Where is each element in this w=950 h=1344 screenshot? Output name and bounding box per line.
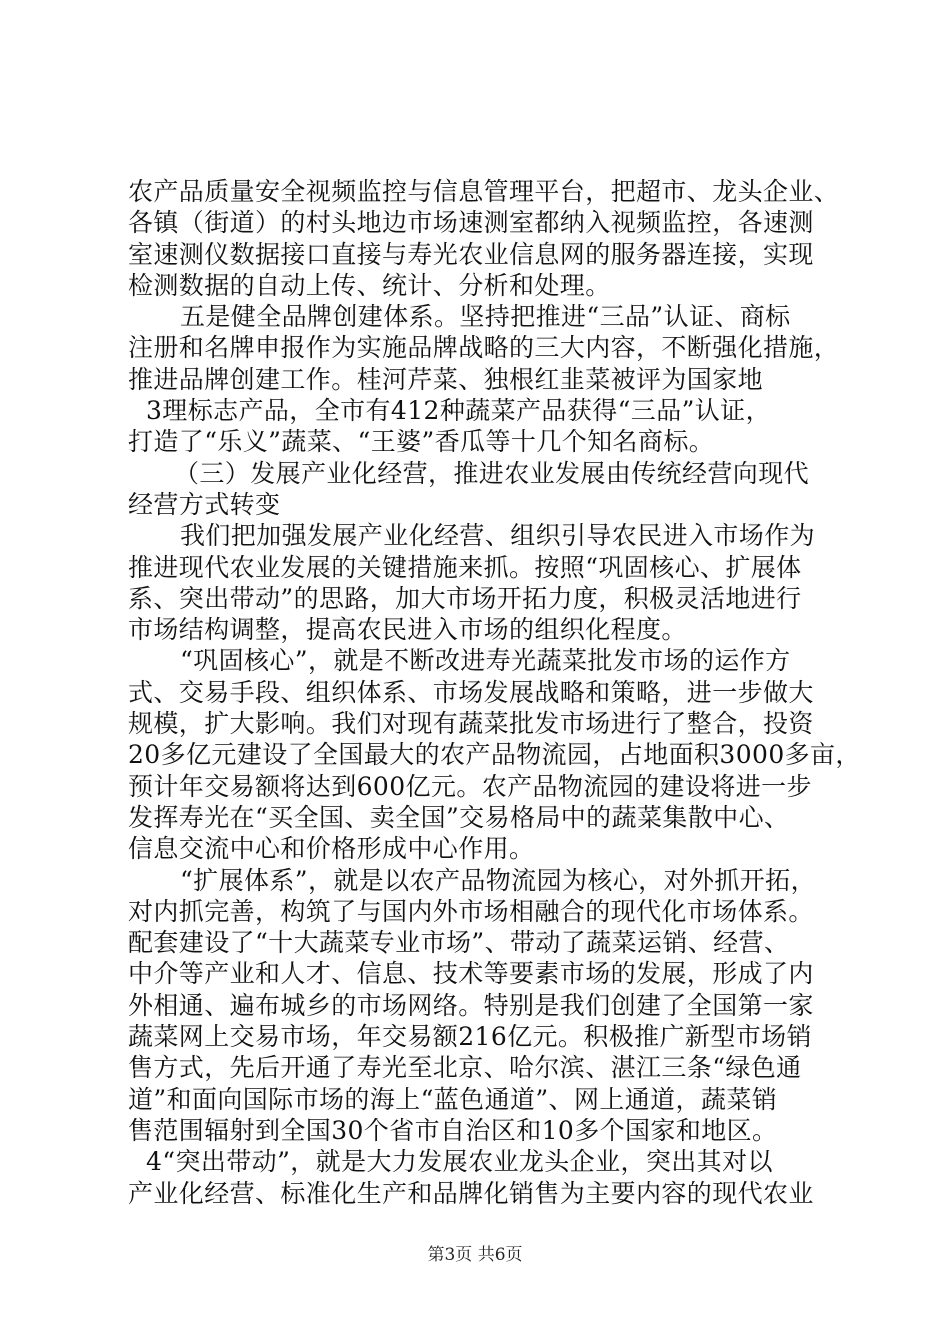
- text-line: 预计年交易额将达到600亿元。农产品物流园的建设将进一步: [128, 771, 812, 801]
- paragraph: [128, 458, 828, 521]
- text-line: 农产品质量安全视频监控与信息管理平台，把超市、龙头企业、: [128, 177, 840, 206]
- text-line: 推进现代农业发展的关键措施来抓。按照“巩固核心、扩展体: [128, 552, 802, 582]
- text-line: 各镇（街道）的村头地边市场速测室都纳入视频监控，各速测: [128, 208, 814, 238]
- text-line: 产业化经营、标准化生产和品牌化销售为主要内容的现代农业: [128, 1178, 814, 1208]
- text-line: （三）发展产业化经营，推进农业发展由传统经营向现代: [174, 458, 810, 488]
- text-line: 注册和名牌申报作为实施品牌战略的三大内容，不断强化措施，: [128, 333, 840, 363]
- paragraph: [128, 1146, 828, 1209]
- text-line: 蔬菜网上交易市场，年交易额216亿元。积极推广新型市场销: [128, 1022, 812, 1052]
- document-body: [128, 176, 861, 1209]
- text-line: 经营方式转变: [128, 489, 281, 519]
- text-line: 五是健全品牌创建体系。坚持把推进“三品”认证、商标: [180, 302, 791, 332]
- paragraph: [128, 520, 828, 645]
- text-line: 我们把加强发展产业化经营、组织引导农民进入市场作为: [180, 521, 816, 551]
- paragraph: [128, 301, 840, 395]
- text-line: 检测数据的自动上传、统计、分析和处理。: [128, 270, 611, 300]
- page-footer: 第3页 共6页: [427, 1245, 523, 1265]
- text-line: 中介等产业和人才、信息、技术等要素市场的发展，形成了内: [128, 959, 814, 989]
- paragraph: [128, 176, 840, 301]
- text-line: “巩固核心”，就是不断改进寿光蔬菜批发市场的运作方: [180, 646, 791, 676]
- text-line: 20多亿元建设了全国最大的农产品物流园，占地面积3000多亩，: [128, 740, 861, 770]
- text-line: 室速测仪数据接口直接与寿光农业信息网的服务器连接，实现: [128, 239, 814, 269]
- text-line: 打造了“乐义”蔬菜、“王婆”香瓜等十几个知名商标。: [128, 427, 715, 457]
- text-line: 对内抓完善，构筑了与国内外市场相融合的现代化市场体系。: [128, 896, 814, 926]
- text-line: 发挥寿光在“买全国、卖全国”交易格局中的蔬菜集散中心、: [128, 802, 790, 832]
- text-line: 售方式，先后开通了寿光至北京、哈尔滨、湛江三条“绿色通: [128, 1053, 802, 1083]
- paragraph: [128, 395, 828, 458]
- text-line: 推进品牌创建工作。桂河芹菜、独根红韭菜被评为国家地: [128, 364, 764, 394]
- text-line: 系、突出带动”的思路，加大市场开拓力度，积极灵活地进行: [128, 583, 802, 613]
- text-line: 外相通、遍布城乡的市场网络。特别是我们创建了全国第一家: [128, 990, 814, 1020]
- text-line: 售范围辐射到全国30个省市自治区和10多个国家和地区。: [128, 1115, 778, 1145]
- text-line: 式、交易手段、组织体系、市场发展战略和策略，进一步做大: [128, 677, 814, 707]
- text-line: 信息交流中心和价格形成中心作用。: [128, 834, 535, 864]
- text-line: 规模，扩大影响。我们对现有蔬菜批发市场进行了整合，投资: [128, 709, 814, 739]
- text-line: 市场结构调整，提高农民进入市场的组织化程度。: [128, 615, 687, 645]
- paragraph: [128, 645, 861, 864]
- text-line: 4“突出带动”，就是大力发展农业龙头企业，突出其对以: [146, 1147, 773, 1177]
- text-line: 配套建设了“十大蔬菜专业市场”、带动了蔬菜运销、经营、: [128, 928, 790, 958]
- text-line: “扩展体系”，就是以农产品物流园为核心，对外抓开拓，: [180, 865, 816, 895]
- text-line: 3理标志产品，全市有412种蔬菜产品获得“三品”认证，: [146, 396, 771, 426]
- text-line: 道”和面向国际市场的海上“蓝色通道”、网上通道，蔬菜销: [128, 1084, 778, 1114]
- paragraph: [128, 865, 828, 1147]
